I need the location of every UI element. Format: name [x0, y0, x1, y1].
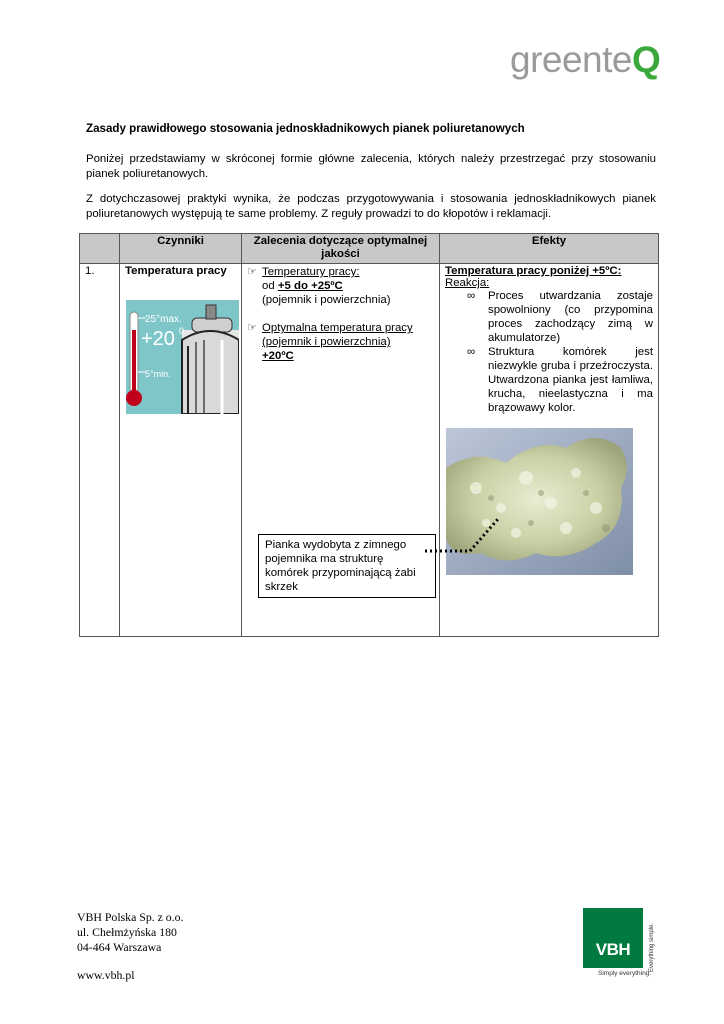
thermo-value-sup: 0 — [179, 326, 185, 336]
vbh-side-slogan: Everything simple. — [649, 922, 655, 972]
footer-city: 04-464 Warszawa — [77, 940, 162, 954]
document-heading: Zasady prawidłowego stosowania jednoskładnikowych pianek poliuretanowych — [86, 122, 525, 135]
thermometer-illustration — [126, 300, 239, 414]
list-item: ∞ Proces utwardzania zostaje spowolniony (co przypomina proces zachodzący zimą w akumulatorze) — [467, 290, 653, 344]
rec1-note: (pojemnik i powierzchnia) — [262, 294, 391, 306]
dotted-connector-line — [420, 515, 500, 555]
logo-accent: Q — [632, 39, 661, 80]
rec2-label: Optymalna temperatura pracy — [262, 322, 413, 334]
row-number: 1. — [80, 264, 120, 637]
footer-street: ul. Chełmżyńska 180 — [77, 925, 177, 939]
practice-paragraph: Z dotychczasowej praktyki wynika, że podczas przygotowywania i stosowania jednoskładnikowych pianek poliuretanowych występują te same problemy. Z reguły prowadzi to do kłopotów i reklamacji. — [86, 193, 656, 220]
foam-note-box: Pianka wydobyta z zimnego pojemnika ma strukturę komórek przypominającą żabi skrzek — [258, 534, 436, 598]
recommendations-table — [79, 233, 659, 637]
header-effects: Efekty — [440, 234, 659, 264]
pointing-hand-icon: ☞ — [247, 266, 257, 278]
pointing-hand-icon: ☞ — [247, 322, 257, 334]
infinity-bullet-icon: ∞ — [467, 290, 476, 302]
rec2-note: (pojemnik i powierzchnia) — [262, 336, 391, 348]
factor-label: Temperatura pracy — [125, 265, 227, 277]
greenteq-logo — [510, 40, 660, 80]
rec1-label: Temperatury pracy: — [262, 266, 360, 278]
rec1-prefix: od — [262, 280, 278, 292]
footer-website-link[interactable]: www.vbh.pl — [77, 968, 135, 982]
company-footer — [77, 910, 184, 983]
infinity-bullet-icon: ∞ — [467, 346, 476, 358]
thermo-value: +20 — [141, 328, 175, 350]
header-factors: Czynniki — [120, 234, 242, 264]
recommendation-2 — [247, 321, 434, 335]
recommendation-1 — [247, 265, 434, 279]
table-header-row — [80, 234, 659, 264]
effect-title: Temperatura pracy poniżej +5ºC: — [445, 265, 622, 277]
table-row — [80, 264, 659, 637]
header-recommendations: Zalecenia dotyczące optymalnej jakości — [242, 234, 440, 264]
footer-company: VBH Polska Sp. z o.o. — [77, 910, 184, 924]
logo-text: greente — [510, 39, 632, 80]
effect-reaction: Reakcja: — [445, 277, 490, 289]
rec1-range: +5 do +25ºC — [277, 280, 343, 292]
vbh-logo: VBH — [583, 908, 643, 968]
list-item: ∞ Struktura komórek jest niezwykle gruba i przeźroczysta. Utwardzona pianka jest łamliwa, krucha, nieelastyczna i ma brązowawy kolor. — [467, 346, 653, 414]
rec2-value: +20ºC — [262, 350, 294, 362]
thermo-min-label: 5°min. — [145, 369, 171, 379]
effects-list — [445, 289, 653, 415]
thermo-max-label: 25°max. — [145, 314, 182, 325]
vbh-slogan: Simply everything. — [598, 970, 652, 977]
intro-paragraph: Poniżej przedstawiamy w skróconej formie główne zalecenia, których należy przestrzegać przy stosowaniu pianek poliuretanowych. — [86, 153, 656, 180]
header-number — [80, 234, 120, 264]
